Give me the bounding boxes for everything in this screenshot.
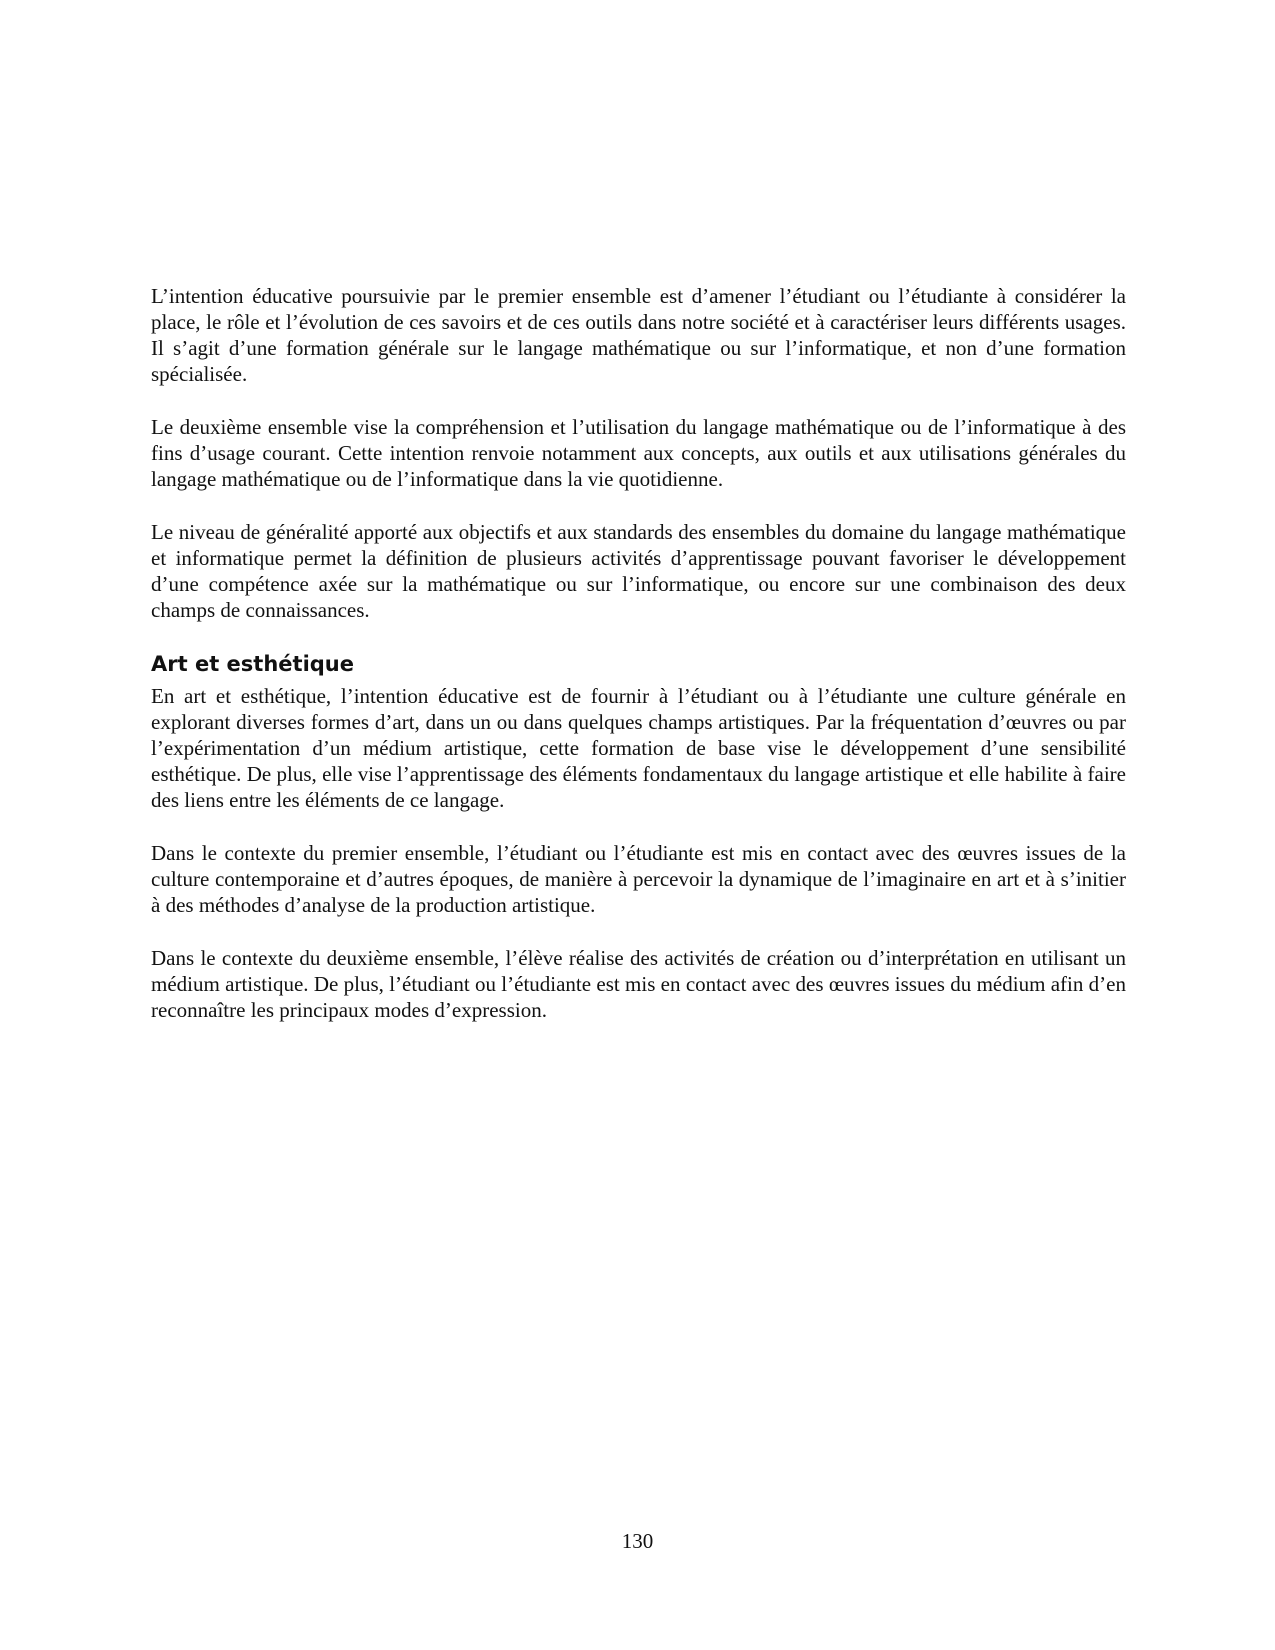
paragraph-art-intention: En art et esthétique, l’intention éducative est de fournir à l’étudiant ou à l’étudiante une culture générale en explorant diverses formes d’art, dans un ou dans quelques champs artistiques. Par la fréquentation d’œuvres ou par l’expérimentation d’un médium artistique, cette formation de base vise le développement d’une sensibilité esthétique. De plus, elle vise l’apprentissage des éléments fondamentaux du langage artistique et elle habilite à faire des liens entre les éléments de ce langage. <box>151 684 1126 812</box>
paragraph-niveau-generalite: Le niveau de généralité apporté aux objectifs et aux standards des ensembles du domaine du langage mathématique et informatique permet la définition de plusieurs activités d’apprentissage pouvant favoriser le développement d’une compétence axée sur la mathématique ou sur l’informatique, ou encore sur une combinaison des deux champs de connaissances. <box>151 520 1126 622</box>
paragraph-art-deuxieme-ensemble: Dans le contexte du deuxième ensemble, l’élève réalise des activités de création ou d’interprétation en utilisant un médium artistique. De plus, l’étudiant ou l’étudiante est mis en contact avec des œuvres issues du médium afin d’en reconnaître les principaux modes d’expression. <box>151 946 1126 1022</box>
document-body <box>151 283 1126 1050</box>
paragraph-intention-premier-ensemble: L’intention éducative poursuivie par le premier ensemble est d’amener l’étudiant ou l’étudiante à considérer la place, le rôle et l’évolution de ces savoirs et de ces outils dans notre société et à caractériser leurs différents usages. Il s’agit d’une formation générale sur le langage mathématique ou sur l’informatique, et non d’une formation spécialisée. <box>151 284 1126 386</box>
paragraph-deuxieme-ensemble: Le deuxième ensemble vise la compréhension et l’utilisation du langage mathématique ou de l’informatique à des fins d’usage courant. Cette intention renvoie notamment aux concepts, aux outils et aux utilisations générales du langage mathématique ou de l’informatique dans la vie quotidienne. <box>151 415 1126 491</box>
page-number: 130 <box>621 1529 654 1553</box>
paragraph-art-premier-ensemble: Dans le contexte du premier ensemble, l’étudiant ou l’étudiante est mis en contact avec des œuvres issues de la culture contemporaine et d’autres époques, de manière à percevoir la dynamique de l’imaginaire en art et à s’initier à des méthodes d’analyse de la production artistique. <box>151 841 1126 917</box>
section-heading-art-esthetique: Art et esthétique <box>151 652 354 676</box>
